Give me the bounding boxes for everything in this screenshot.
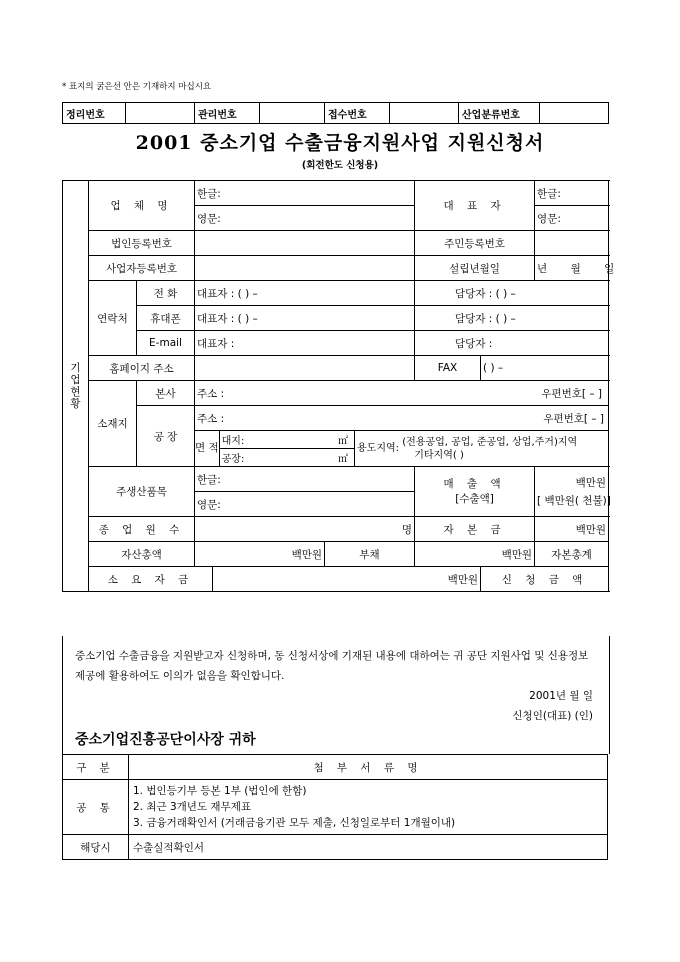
capital-label: 자 본 금 — [415, 517, 535, 542]
email-label: E-mail — [137, 331, 195, 356]
office-use-table — [62, 102, 609, 124]
common-docs-label: 공 통 — [63, 780, 129, 835]
liabilities-field[interactable]: 백만원 — [415, 542, 535, 567]
common-doc-item: 2. 최근 3개년도 재무제표 — [133, 801, 251, 813]
company-info-table — [62, 180, 615, 592]
main-products-english-field[interactable]: 영문: — [195, 492, 415, 517]
office-label-receipt-no: 접수번호 — [325, 103, 390, 124]
contact-label: 연락처 — [89, 281, 137, 356]
office-label-industry-code: 산업분류번호 — [459, 103, 540, 124]
office-field-arrangement-no — [126, 103, 195, 124]
factory-address-field[interactable]: 주소 : 우편번호[ – ] — [195, 406, 609, 431]
established-date-field[interactable]: 년 월 일 — [535, 256, 609, 281]
location-label: 소재지 — [89, 381, 137, 467]
main-products-korean-field[interactable]: 한글: — [195, 467, 415, 492]
form-subtitle: (회전한도 신청용) — [301, 160, 379, 171]
mgr-email-field[interactable]: 담당자 : — [415, 331, 609, 356]
fax-field[interactable]: ( ) – — [481, 356, 609, 381]
sales-field[interactable]: 백만원 [ 백만원( 천불)] — [535, 467, 609, 517]
factory-postal-code[interactable]: 우편번호[ – ] — [543, 412, 605, 425]
resident-reg-no-label: 주민등록번호 — [415, 231, 535, 256]
addressee: 중소기업진흥공단이사장 귀하 — [75, 732, 256, 748]
hq-address-field[interactable]: 주소 : 우편번호[ – ] — [195, 381, 609, 406]
common-doc-item: 1. 법인등기부 등본 1부 (법인에 한함) — [133, 785, 307, 797]
office-field-receipt-no — [390, 103, 459, 124]
form-title: 2001 중소기업 수출금융지원사업 지원신청서 — [135, 132, 545, 154]
mobile-label: 휴대폰 — [137, 306, 195, 331]
requested-amount-label: 신 청 금 액 — [481, 567, 609, 592]
mgr-mobile-field[interactable]: 담당자 : ( ) – — [415, 306, 609, 331]
homepage-field[interactable] — [195, 356, 415, 381]
hq-label: 본사 — [137, 381, 195, 406]
employees-field[interactable]: 명 — [195, 517, 415, 542]
sales-label: 매 출 액 [수출액] — [415, 467, 535, 517]
resident-reg-no-field[interactable] — [535, 231, 609, 256]
pledge-text: 중소기업 수출금융을 지원받고자 신청하며, 동 신청서상에 기재된 내용에 대하여는 귀 공단 지원사업 및 신용정보 제공에 활용하여도 이의가 없음을 확인합니다. — [75, 650, 589, 682]
office-field-management-no — [260, 103, 325, 124]
representative-korean-field[interactable]: 한글: — [535, 181, 609, 206]
applicable-docs-label: 해당시 — [63, 835, 129, 860]
fax-label: FAX — [415, 356, 481, 381]
mgr-phone-field[interactable]: 담당자 : ( ) – — [415, 281, 609, 306]
docs-header-name: 첨 부 서 류 명 — [129, 755, 608, 780]
company-name-korean-field[interactable]: 한글: — [195, 181, 415, 206]
main-products-label: 주생산품목 — [89, 467, 195, 517]
business-reg-no-label: 사업자등록번호 — [89, 256, 195, 281]
zoning-field[interactable]: 용도지역: (전용공업, 공업, 준공업, 상업,주거)지역 기타지역( ) — [355, 431, 609, 467]
liabilities-label: 부채 — [325, 542, 415, 567]
office-field-industry-code — [540, 103, 609, 124]
common-docs-list — [129, 780, 608, 835]
homepage-label: 홈페이지 주소 — [89, 356, 195, 381]
application-date[interactable]: 2001년 월 일 — [529, 690, 593, 702]
total-equity-label: 자본총계 — [535, 542, 609, 567]
established-date-label: 설립년월일 — [415, 256, 535, 281]
total-assets-field[interactable]: 백만원 — [195, 542, 325, 567]
required-funds-field[interactable]: 백만원 — [213, 567, 481, 592]
employees-label: 종 업 원 수 — [89, 517, 195, 542]
common-doc-item: 3. 금융거래확인서 (거래금융기관 모두 제출, 신청일로부터 1개월이내) — [133, 817, 456, 829]
notice-text: * 표지의 굵은선 안은 기재하지 마십시요 — [62, 82, 212, 92]
applicable-doc-item: 수출실적확인서 — [129, 835, 608, 860]
business-reg-no-field[interactable] — [195, 256, 415, 281]
representative-label: 대 표 자 — [415, 181, 535, 231]
docs-header-class: 구 분 — [63, 755, 129, 780]
factory-label: 공 장 — [137, 406, 195, 467]
attachments-table — [62, 754, 608, 860]
company-name-label: 업 체 명 — [89, 181, 195, 231]
capital-field[interactable]: 백만원 — [535, 517, 609, 542]
corp-reg-no-label: 법인등록번호 — [89, 231, 195, 256]
total-assets-label: 자산총액 — [89, 542, 195, 567]
area-field: 면 적 대지: ㎡ 공장: ㎡ — [195, 431, 355, 467]
rep-mobile-field[interactable]: 대표자 : ( ) – — [195, 306, 415, 331]
office-label-management-no: 관리번호 — [195, 103, 260, 124]
company-status-section-label: 기 업 현 황 — [63, 181, 89, 592]
applicant-signature[interactable]: 신청인(대표) (인) — [512, 710, 593, 722]
corp-reg-no-field[interactable] — [195, 231, 415, 256]
representative-english-field[interactable]: 영문: — [535, 206, 609, 231]
required-funds-label: 소 요 자 금 — [89, 567, 213, 592]
area-label: 면 적 — [195, 431, 219, 466]
pledge-section — [62, 636, 610, 754]
rep-phone-field[interactable]: 대표자 : ( ) – — [195, 281, 415, 306]
office-label-arrangement-no: 정리번호 — [63, 103, 126, 124]
phone-label: 전 화 — [137, 281, 195, 306]
company-name-english-field[interactable]: 영문: — [195, 206, 415, 231]
rep-email-field[interactable]: 대표자 : — [195, 331, 415, 356]
hq-postal-code[interactable]: 우편번호[ – ] — [541, 387, 603, 400]
